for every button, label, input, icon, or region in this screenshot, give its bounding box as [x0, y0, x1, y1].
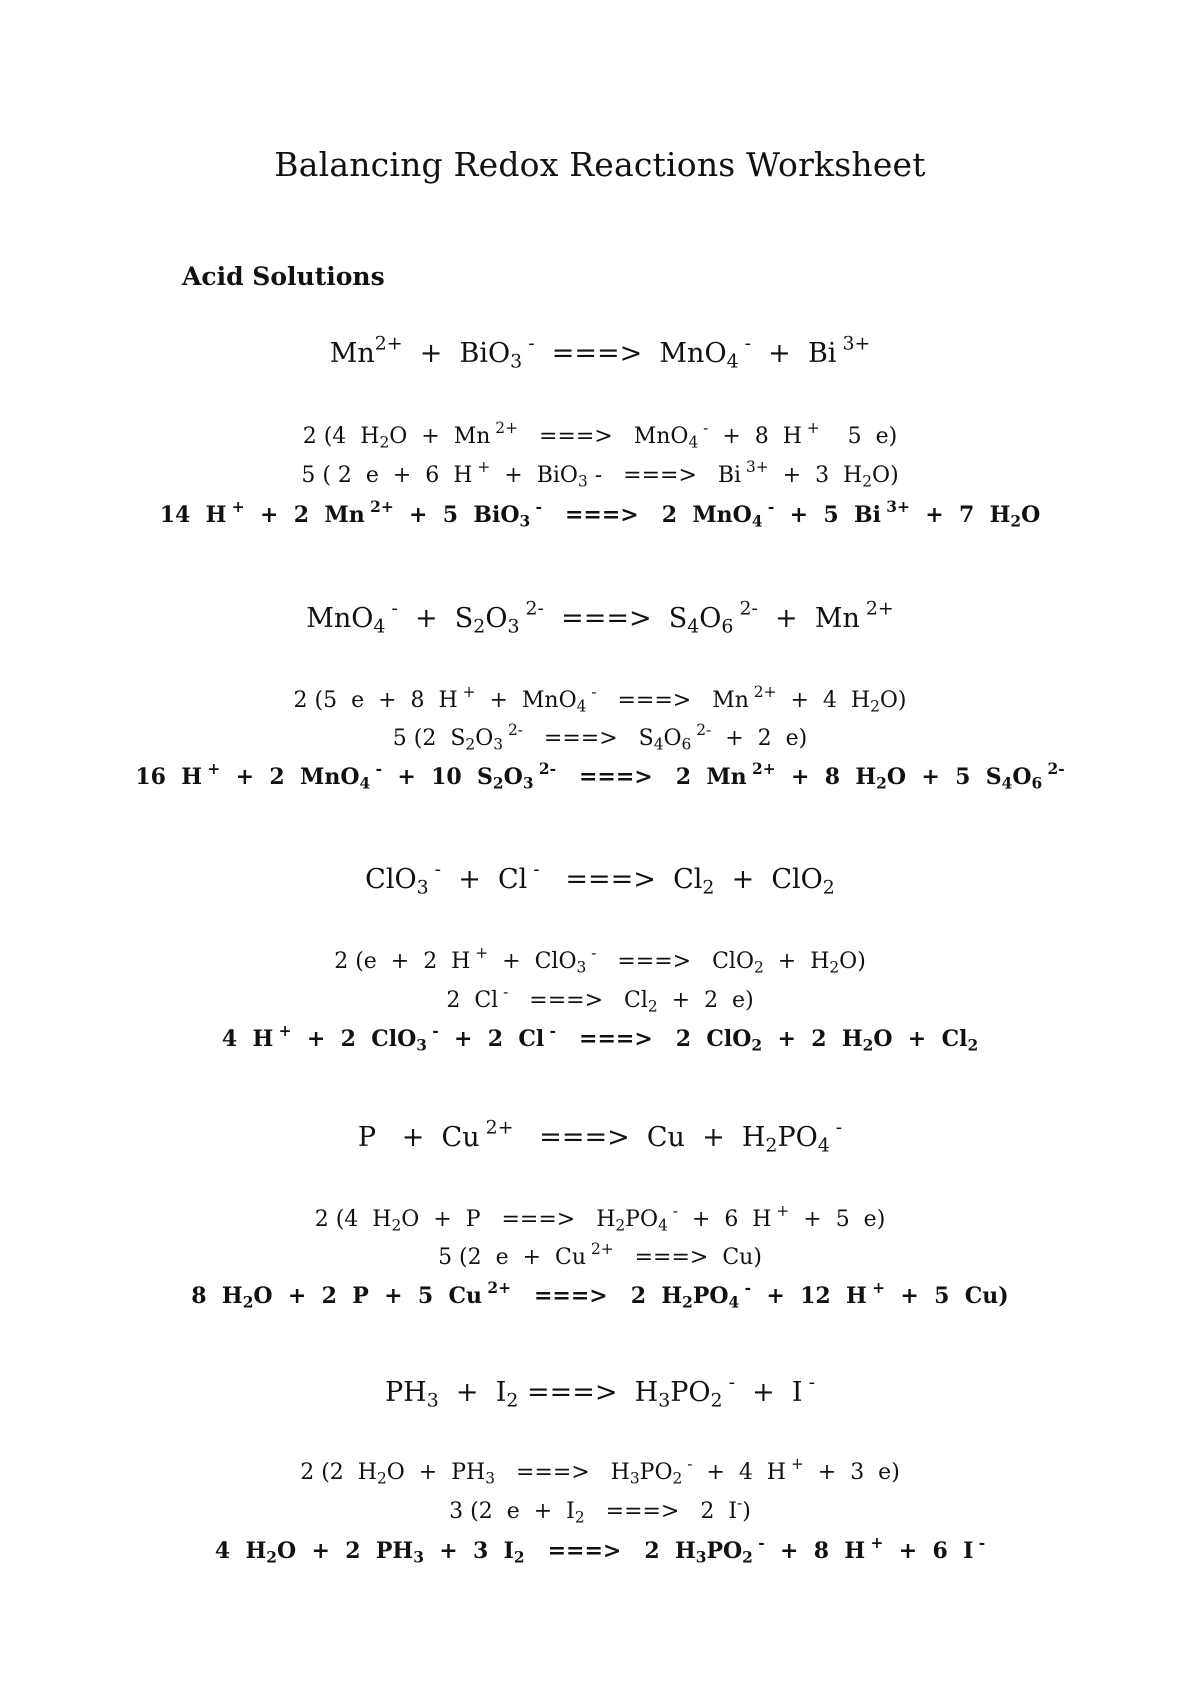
section-heading: Acid Solutions — [182, 262, 385, 291]
problem-2-step-1: 2 (5 e + 8 H + + MnO$_4$ - ===> Mn $^{2+}$ + 4 $H_2O$) — [293, 683, 907, 716]
problem-4-balanced-result: 8 $H_2O + 2$ P + 5 Cu $^{2+}$ ===> 2 $H_2PO_4$ - + 12 H + + 5 Cu) — [191, 1279, 1009, 1312]
problem-1-step-2: 5 ( 2 e + 6 H + + BiO$_3$ - ===> Bi $^{3+}$ + 3 $H_2O$) — [301, 458, 899, 491]
problem-1-equation: $Mn^{2+} + BiO_3$ - ===> MnO$_4$ - + Bi $^{3+}$ — [329, 332, 871, 373]
problem-2-balanced-result: 16 H + + 2 MnO$_4$ - + 10 $S_2O_3$ $^{2-}$ ===> 2 Mn $^{2+}$ + 8 $H_2O + 5$ $S_4O_6$ $^{2-}$ — [135, 760, 1065, 793]
problem-3-equation: ClO$_3$ - + Cl - ===> $Cl_2 + ClO_2$ — [365, 858, 835, 899]
problem-5-step-2: 3 (2 $e + I_2$ ===> 2 I-) — [449, 1494, 751, 1527]
problem-2-step-2: 5 (2 $S_2O_3$ $^{2-}$ ===> $S_4O_6$ $^{2-}$ + 2 e) — [392, 721, 808, 754]
problem-1-step-1: 2 (4 $H_2O + Mn$ $^{2+}$ ===> MnO$_4$ - + 8 H + 5 e) — [302, 419, 898, 452]
problem-3-balanced-result: 4 H + + 2 ClO$_3$ - + 2 Cl - ===> 2 ClO$_2$ + 2 $H_2O + Cl_2$ — [221, 1022, 979, 1055]
problem-5-equation: $PH_3 + I_2$ ===> $H_3PO_2$ - + I - — [385, 1371, 815, 1412]
problem-3-step-2: 2 Cl - ===> $Cl_2 + 2$ e) — [446, 983, 754, 1016]
problem-2-equation: MnO$_4$ $^- + S_2O_3$ $^{2-}$ ===> $S_4O_6$ $^{2-}$ + Mn $^{2+}$ — [306, 597, 894, 638]
problem-5-step-1: 2 (2 $H_2O + PH_3$ ===> $H_3PO_2$ - + 4 H + + 3 e) — [300, 1455, 900, 1488]
problem-4-step-1: 2 (4 $H_2O + P$ ===> $H_2PO_4$ - + 6 H + + 5 e) — [314, 1202, 886, 1235]
problem-5-balanced-result: 4 $H_2O + 2$ $PH_3 + 3$ $I_2$ ===> 2 $H_3PO_2$ - + 8 H + + 6 I - — [214, 1534, 986, 1567]
problem-4-equation: P + Cu $^{2+}$ ===> $Cu + H_2PO_4$ - — [357, 1116, 843, 1157]
page-title: Balancing Redox Reactions Worksheet — [274, 145, 926, 184]
problem-4-step-2: 5 (2 e + Cu $^{2+}$ ===> Cu) — [438, 1240, 762, 1270]
problem-3-step-1: 2 (e + 2 H + + ClO$_3$ - ===> $ClO_2 + H_2O$) — [334, 944, 866, 977]
problem-1-balanced-result: 14 H + + 2 Mn $^{2+}$ + 5 BiO$_3$ - ===> 2 MnO$_4$ - + 5 Bi $^{3+}$ + 7 $H_2O$ — [159, 498, 1041, 531]
